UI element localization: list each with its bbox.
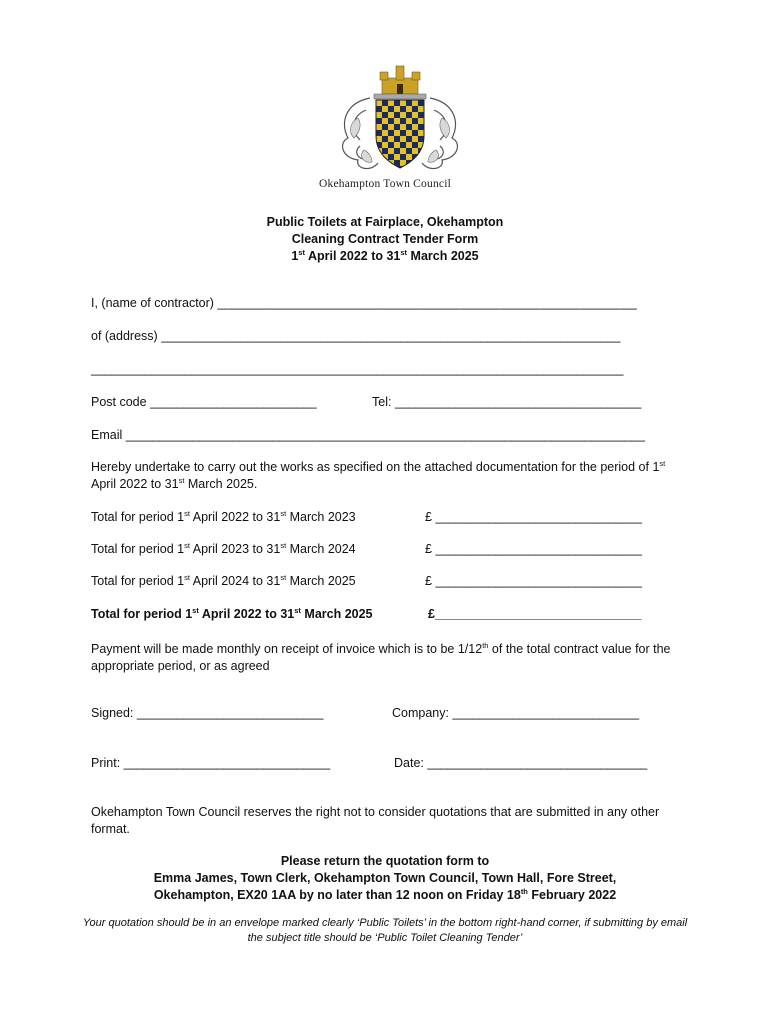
reserve-right-note: Okehampton Town Council reserves the right not to consider quotations that are submitted in any other format. [91, 805, 660, 836]
date-label: Date: [394, 756, 424, 770]
total-period-2-label: Total for period 1st April 2023 to 31st March 2024 [91, 540, 356, 556]
title-line-1: Public Toilets at Fairplace, Okehampton [266, 215, 504, 229]
print-row [91, 756, 330, 770]
tel-field[interactable]: _____________________________________ [394, 395, 642, 409]
tel-row [372, 395, 641, 409]
grand-total-label: Total for period 1st April 2022 to 31st March 2025 [91, 605, 373, 621]
postcode-row [91, 395, 316, 409]
council-name: Okehampton Town Council [319, 178, 451, 190]
return-instructions [0, 853, 770, 904]
return-line-1: Please return the quotation form to [280, 854, 490, 868]
date-row [394, 756, 647, 770]
address-row [91, 329, 620, 343]
payment-paragraph: Payment will be made monthly on receipt of invoice which is to be 1/12th of the total contract value for the appropriate period, or as agreed [91, 640, 671, 673]
grand-total-amount [428, 607, 641, 621]
address-field-line-2[interactable]: ________________________________________________________________________________ [91, 362, 624, 376]
total-period-2-amount [425, 542, 642, 556]
email-field[interactable]: ______________________________________________________________________________ [125, 428, 645, 442]
total-period-1-amount [425, 510, 642, 524]
date-field[interactable]: _________________________________ [427, 756, 647, 770]
address-row-2 [91, 362, 623, 376]
postcode-field[interactable]: _________________________ [150, 395, 317, 409]
pound-sign: £ [425, 542, 432, 556]
signed-row [91, 706, 323, 720]
company-row [392, 706, 639, 720]
contractor-name-label: I, (name of contractor) [91, 296, 214, 310]
pound-sign: £ [425, 510, 432, 524]
envelope-note: Your quotation should be in an envelope marked clearly ‘Public Toilets’ in the bottom right-hand corner, if submitting by email the subject title should be ‘Public Toilet Cleaning Tender’ [82, 917, 688, 944]
title-line-3: 1st April 2022 to 31st March 2025 [291, 247, 479, 263]
print-field[interactable]: _______________________________ [123, 756, 330, 770]
tel-label: Tel: [372, 395, 392, 409]
return-line-2: Emma James, Town Clerk, Okehampton Town Council, Town Hall, Fore Street, [153, 871, 617, 885]
pound-sign: £ [425, 574, 432, 588]
email-row [91, 428, 645, 442]
contractor-name-field[interactable]: _______________________________________________________________ [217, 296, 637, 310]
address-label: of (address) [91, 329, 158, 343]
total-period-2-field[interactable]: _______________________________ [435, 542, 642, 556]
form-title [0, 214, 770, 265]
company-label: Company: [392, 706, 449, 720]
total-period-3-label: Total for period 1st April 2024 to 31st March 2025 [91, 572, 356, 588]
email-label: Email [91, 428, 123, 442]
council-coat-of-arms-logo [330, 58, 470, 178]
grand-total-field[interactable]: _______________________________ [434, 607, 642, 621]
total-period-1-field[interactable]: _______________________________ [435, 510, 642, 524]
pound-sign: £ [428, 607, 435, 621]
postcode-label: Post code [91, 395, 147, 409]
undertake-paragraph: Hereby undertake to carry out the works as specified on the attached documentation for the period of 1st April 2022 to 31st March 2025. [91, 458, 666, 491]
company-field[interactable]: ____________________________ [452, 706, 639, 720]
contractor-name-row [91, 296, 637, 310]
title-line-2: Cleaning Contract Tender Form [291, 232, 479, 246]
total-period-3-amount [425, 574, 642, 588]
print-label: Print: [91, 756, 121, 770]
signed-field[interactable]: ____________________________ [136, 706, 324, 720]
address-field[interactable]: _____________________________________________________________________ [161, 329, 621, 343]
return-line-3: Okehampton, EX20 1AA by no later than 12 noon on Friday 18th February 2022 [153, 886, 617, 902]
signed-label: Signed: [91, 706, 134, 720]
total-period-3-field[interactable]: _______________________________ [435, 574, 642, 588]
total-period-1-label: Total for period 1st April 2022 to 31st March 2023 [91, 508, 356, 524]
